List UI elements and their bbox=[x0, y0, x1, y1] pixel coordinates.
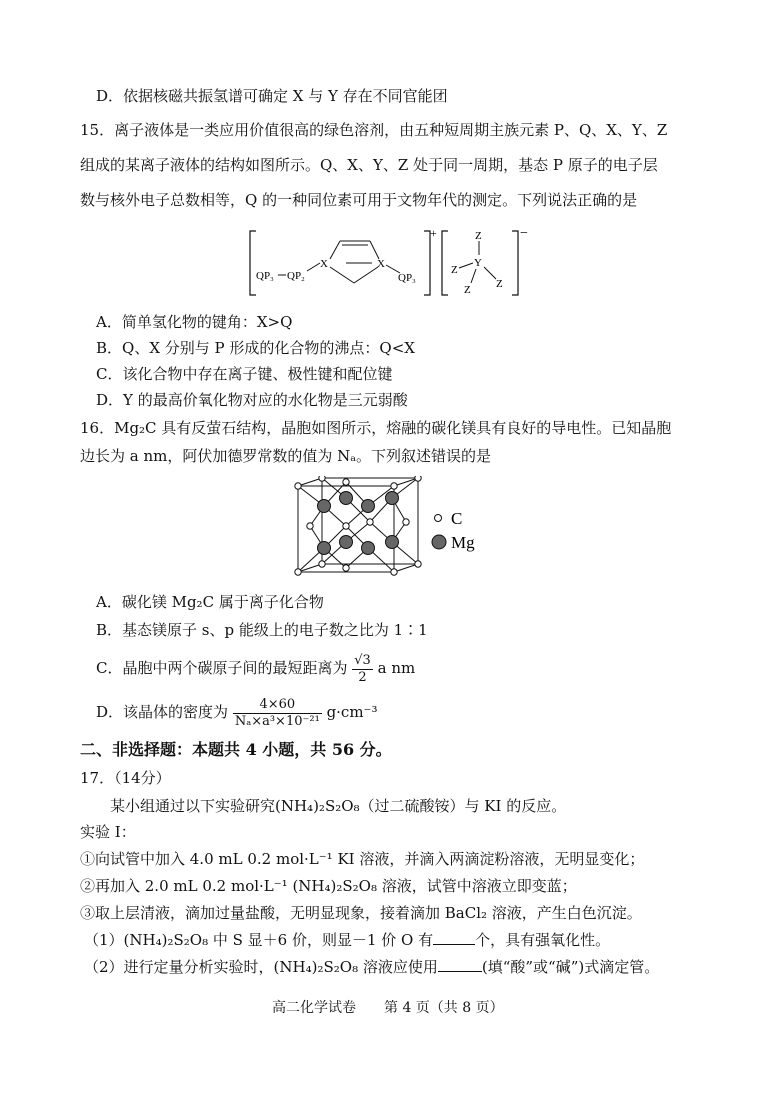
q16-option-c-num: √3 bbox=[354, 652, 371, 668]
legend-c-label: C bbox=[451, 509, 463, 528]
q15-stem-line1: 15．离子液体是一类应用价值很高的绿色溶剂，由五种短周期主族元素 P、Q、X、Y、Z bbox=[80, 121, 668, 139]
q16-option-b: B．基态镁原子 s、p 能级上的电子数之比为 1∶1 bbox=[96, 621, 428, 639]
q16-option-a: A．碳化镁 Mg₂C 属于离子化合物 bbox=[96, 593, 324, 611]
q17-sub1-prefix: （1）(NH₄)₂S₂O₈ 中 S 显＋6 价，则显－1 价 O 有 bbox=[84, 931, 434, 949]
q15-stem-line3: 数与核外电子总数相等，Q 的一种同位素可用于文物年代的测定。下列说法正确的是 bbox=[80, 191, 638, 209]
q15-stem-line2: 组成的某离子液体的结构如图所示。Q、X、Y、Z 处于同一周期，基态 P 原子的电子层 bbox=[80, 156, 658, 174]
x-left: X bbox=[320, 258, 328, 270]
q17-intro: 某小组通过以下实验研究(NH₄)₂S₂O₈（过二硫酸铵）与 KI 的反应。 bbox=[110, 797, 567, 815]
qp3-right: QP₃ bbox=[398, 272, 416, 284]
page-footer: 高二化学试卷 第 4 页（共 8 页） bbox=[272, 1000, 504, 1016]
y-center: Y bbox=[474, 257, 482, 269]
q14-option-d: D．依据核磁共振氢谱可确定 X 与 Y 存在不同官能团 bbox=[96, 87, 448, 105]
q15-option-a: A．简单氢化物的键角：X>Q bbox=[96, 313, 293, 331]
q17-exp-label: 实验 I： bbox=[80, 823, 136, 841]
q16-stem-line2: 边长为 a nm，阿伏加德罗常数的值为 Nₐ。下列叙述错误的是 bbox=[80, 447, 492, 465]
z-right: Z bbox=[496, 278, 503, 290]
z-left: Z bbox=[451, 264, 458, 276]
q16-option-d-prefix: D．该晶体的密度为 bbox=[96, 703, 229, 721]
z-bottom: Z bbox=[464, 284, 471, 296]
ionic-liquid-structure bbox=[246, 225, 536, 301]
q16-stem-line1: 16．Mg₂C 具有反萤石结构，晶胞如图所示，熔融的碳化镁具有良好的导电性。已知晶胞 bbox=[80, 419, 672, 437]
q17-sub2-prefix: （2）进行定量分析实验时，(NH₄)₂S₂O₈ 溶液应使用 bbox=[84, 958, 438, 976]
q17-sub2-answer-blank[interactable] bbox=[438, 957, 482, 972]
q15-option-c: C．该化合物中存在离子键、极性键和配位键 bbox=[96, 365, 393, 383]
q15-option-b: B．Q、X 分别与 P 形成的化合物的沸点：Q<X bbox=[96, 339, 415, 357]
q16-option-c-suffix: a nm bbox=[377, 659, 416, 677]
qp2: QP₂ bbox=[287, 270, 305, 282]
cation-charge: + bbox=[430, 226, 437, 240]
q17-sub2-suffix: (填“酸”或“碱”)式滴定管。 bbox=[481, 958, 660, 976]
q17-step1: ①向试管中加入 4.0 mL 0.2 mol·L⁻¹ KI 溶液，并滴入两滴淀粉溶液，无明显变化； bbox=[80, 850, 645, 868]
q16-option-d-num: 4×60 bbox=[233, 697, 322, 714]
q17-title: 17．（14分） bbox=[80, 769, 171, 787]
section-2-heading: 二、非选择题：本题共 4 小题，共 56 分。 bbox=[80, 740, 392, 759]
z-top: Z bbox=[475, 230, 482, 242]
legend-c-marker bbox=[435, 515, 442, 522]
x-right: X bbox=[377, 258, 385, 270]
q16-option-d bbox=[96, 694, 378, 730]
q17-sub1 bbox=[84, 930, 610, 950]
q15-option-d: D．Y 的最高价氧化物对应的水化物是三元弱酸 bbox=[96, 391, 408, 409]
legend-mg-label: Mg bbox=[451, 533, 475, 552]
q17-step3: ③取上层清液，滴加过量盐酸，无明显现象，接着滴加 BaCl₂ 溶液，产生白色沉淀。 bbox=[80, 904, 642, 922]
q17-step2: ②再加入 2.0 mL 0.2 mol·L⁻¹ (NH₄)₂S₂O₈ 溶液，试管中溶液立即变蓝； bbox=[80, 877, 577, 895]
q16-option-c bbox=[96, 650, 415, 686]
q16-option-c-fraction bbox=[352, 653, 373, 686]
q17-sub1-answer-blank[interactable] bbox=[433, 930, 475, 945]
q16-option-d-den: Nₐ×a³×10⁻²¹ bbox=[234, 713, 320, 729]
q17-sub1-suffix: 个，具有强氧化性。 bbox=[475, 931, 611, 949]
anion-charge: − bbox=[520, 226, 528, 241]
q16-option-c-den: 2 bbox=[358, 669, 367, 685]
mg2c-unit-cell bbox=[288, 476, 498, 586]
legend-mg-marker bbox=[432, 535, 446, 549]
q17-sub2 bbox=[84, 957, 659, 977]
q16-option-d-suffix: g·cm⁻³ bbox=[326, 703, 378, 721]
q16-option-d-fraction bbox=[233, 697, 322, 730]
q16-option-c-prefix: C．晶胞中两个碳原子间的最短距离为 bbox=[96, 659, 348, 677]
qp3-left: QP₃ bbox=[256, 270, 274, 282]
